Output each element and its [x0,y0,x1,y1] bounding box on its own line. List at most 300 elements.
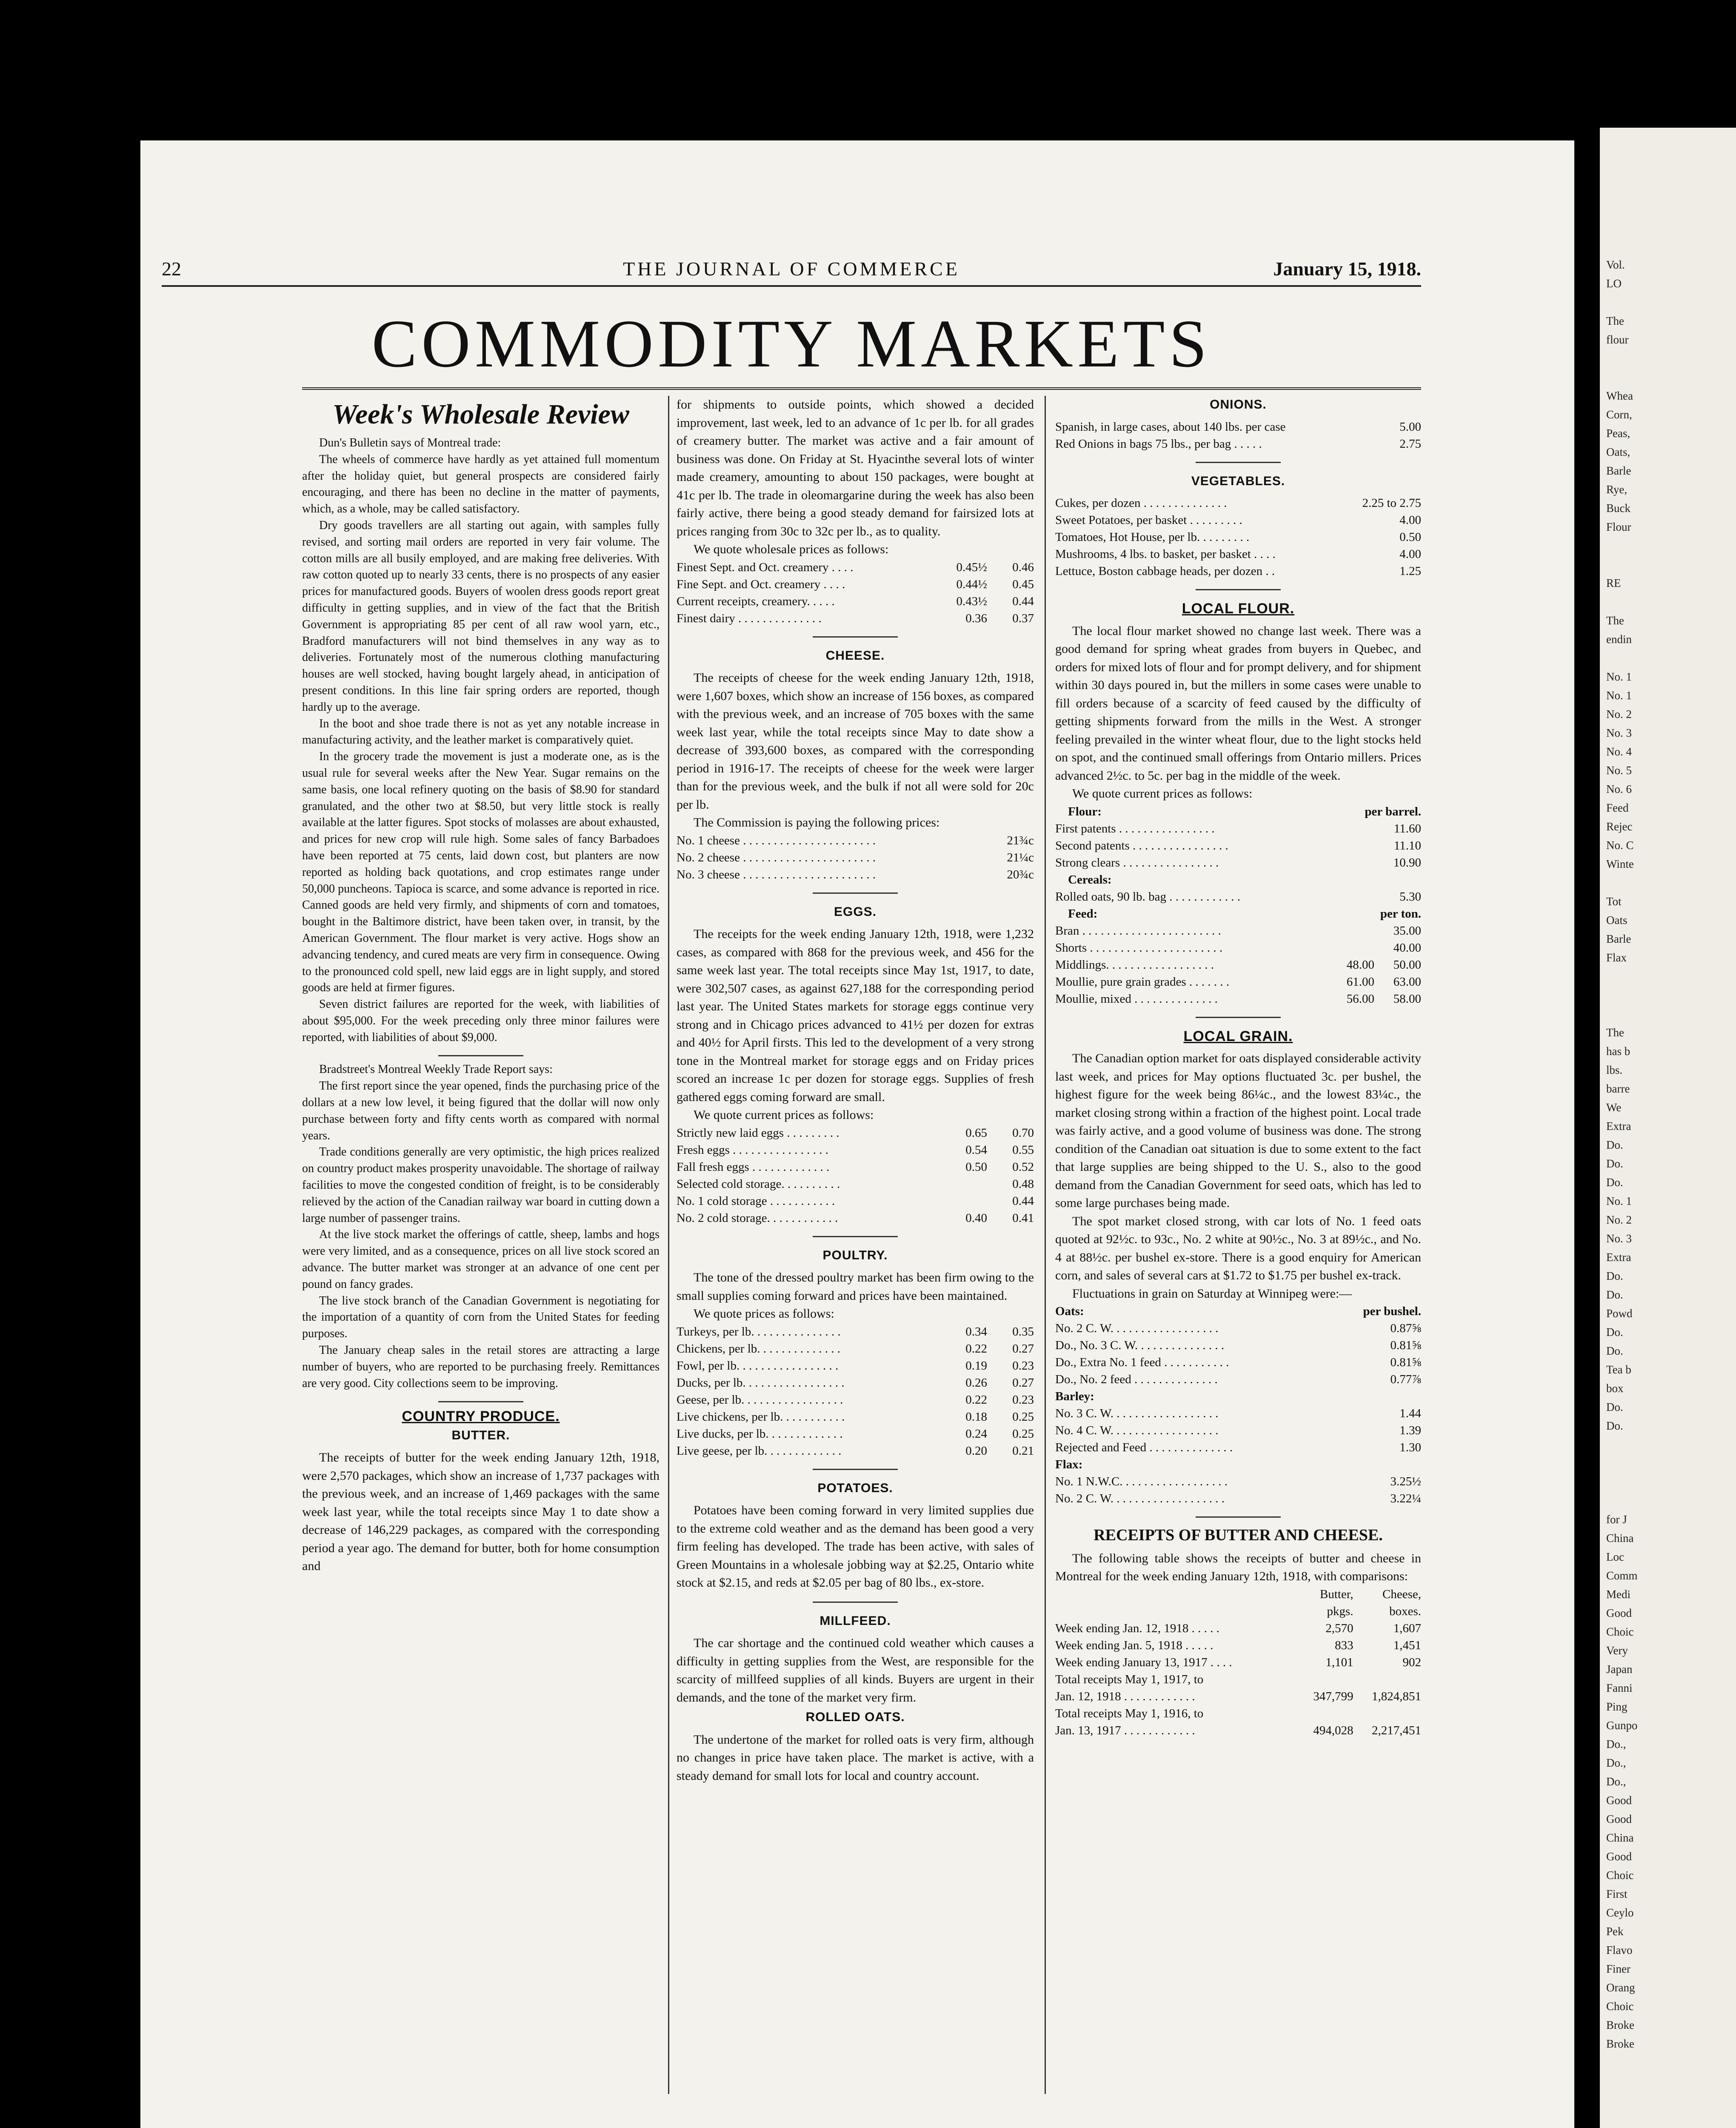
price-row [677,1357,1034,1374]
divider [813,892,898,894]
price-high: 0.23 [1012,1393,1034,1407]
dun-bulletin-text [302,435,660,1046]
item-label: First patents . . . . . . . . . . . . . . . . [1055,821,1215,835]
edge-line: Good [1606,1794,1632,1807]
divider [438,1055,523,1056]
price-low [1323,939,1374,956]
cheese-value: 1,824,851 [1372,1689,1421,1703]
price-row [1055,820,1421,837]
edge-line: Very [1606,1644,1628,1657]
eggs-heading: EGGS. [834,904,877,919]
edge-line: Do., [1606,1775,1626,1788]
item-label: No. 2 C. W. . . . . . . . . . . . . . . . . . . [1055,1492,1225,1505]
item-label: No. 1 N.W.C. . . . . . . . . . . . . . . . . . [1055,1475,1228,1488]
adjacent-page-text [1606,255,1734,2053]
divider [813,1236,898,1237]
divider [813,636,898,638]
cheese-heading: CHEESE. [825,648,885,663]
edge-line: Ping [1606,1700,1628,1713]
edge-line: Barle [1606,932,1631,945]
edge-line: Winte [1606,858,1634,870]
price-row [1055,1490,1421,1507]
butter-value: 347,799 [1313,1689,1353,1703]
price-low: 0.36 [965,611,987,625]
price-value: 21¾c [1007,833,1034,847]
edge-line: No. 1 [1606,670,1632,683]
edge-line: Do. [1606,1157,1623,1170]
edge-line: Buck [1606,502,1630,515]
butter-value: 494,028 [1313,1723,1353,1737]
paragraph: The January cheap sales in the retail stores are attracting a large number of buyers, who are reported to be purchasing freely. Remittances are very good. City collections seem to be improving. [302,1344,660,1390]
flour-subheading: Flour: per barrel. [1068,804,1421,818]
divider [813,1469,898,1470]
table-row [1055,1654,1421,1671]
table-header-row [1055,1586,1421,1603]
item-label: No. 3 C. W. . . . . . . . . . . . . . . . . . [1055,1407,1219,1420]
edge-line: No. 2 [1606,708,1632,721]
price-value: 11.60 [1393,821,1421,835]
grain-paragraph: The Canadian option market for oats displayed considerable activity last week, and prices for May options fluctuated 3c. per bushel, the highest figure for the week being 86¼c., and the lowest 83¼c., the market closing strong within a fraction of the highest point. Local trade was fairly active, and a good volume of business was done. The strong condition of the Canadian oat situation is due to some extent to the fact that large supplies are being shipped to the U. S., also to the good demand from the Canadian Government for seed oats, which has led to some large purchases being made. [1055,1051,1421,1210]
butter-price-list [677,559,1034,627]
paragraph: Seven district failures are reported for the week, with liabilities of about $95,000. For the week preceding only three minor failures were reported, with liabilities of about $9,000. [302,998,660,1044]
edge-line [1606,592,1734,611]
butter-quote-intro: We quote wholesale prices as follows: [694,542,889,556]
price-low: 56.00 [1346,992,1374,1006]
item-label: No. 4 C. W. . . . . . . . . . . . . . . . . . [1055,1424,1219,1437]
paragraph: At the live stock market the offerings of cattle, sheep, lambs and hogs were very limited, and as a consequence, prices on all live stock scored an advance. The butter market was stronger at an advance of one cent per pound on fancy grades. [302,1228,660,1291]
price-value: 0.81⅝ [1390,1339,1421,1352]
item-label: Geese, per lb. . . . . . . . . . . . . . . . . [677,1393,843,1407]
item-label: Do., Extra No. 1 feed . . . . . . . . . . . [1055,1356,1229,1369]
price-row [1055,1473,1421,1490]
price-row [677,1141,1034,1158]
local-grain-heading: LOCAL GRAIN. [1183,1028,1293,1044]
edge-line: Flax [1606,951,1627,964]
edge-line [1606,967,1734,986]
edge-line: The [1606,315,1624,327]
paragraph: Dun's Bulletin says of Montreal trade: [319,436,501,449]
edge-line: Oats [1606,914,1628,927]
price-row [677,1124,1034,1141]
cheese-value [1353,1705,1421,1722]
edge-line [1606,1473,1734,1491]
price-high: 63.00 [1393,975,1421,989]
barley-subheading: Barley: [1055,1390,1094,1403]
item-label: Finest dairy . . . . . . . . . . . . . . [677,611,822,625]
price-row [1055,939,1421,956]
price-row [677,559,1034,576]
edge-line: for J [1606,1513,1627,1526]
divider [1196,589,1281,590]
item-label: Rejected and Feed . . . . . . . . . . . . . . [1055,1441,1233,1454]
edge-line: box [1606,1382,1624,1395]
edge-line: Orang [1606,1981,1635,1994]
price-high: 0.44 [1012,594,1034,608]
edge-line: Medi [1606,1588,1630,1601]
edge-line [1606,986,1734,1004]
price-low: 0.40 [965,1211,987,1225]
price-row [1055,990,1421,1007]
butter-continued: for shipments to outside points, which showed a decided improvement, last week, led to an advance of 1c per lb. for all grades of creamery butter. The market was active and a fair amount of business was done. On Friday at St. Hyacinthe several lots of winter made creamery, amounting to about 150 packages, were bought at 41c per lb. The trade in oleomargarine during the week has also been fairly active, there being a good steady demand for fairsized lots at prices ranging from 30c to 32c per lb., as to quality. [677,398,1034,538]
rolled-oats-paragraph: The undertone of the market for rolled oats is very firm, although no changes in price have taken place. The market is active, with a steady demand for small lots for local and country account. [677,1732,1034,1783]
edge-line: Gunpo [1606,1719,1638,1732]
edge-line: Good [1606,1850,1632,1863]
item-label: Selected cold storage. . . . . . . . . . [677,1177,840,1191]
potatoes-paragraph: Potatoes have been coming forward in very limited supplies due to the extreme cold weather and as the demand has been good a very firm feeling has developed. The trade has been active, with sales of Green Mountains in a wholesale jobbing way at $2.25, Ontario white stock at $2.15, and reds at $2.05 per bag of 80 lbs., ex-store. [677,1503,1034,1590]
edge-line: Do. [1606,1344,1623,1357]
item-label: Turkeys, per lb. . . . . . . . . . . . . . . [677,1324,841,1339]
edge-line: Broke [1606,2019,1634,2031]
column-header: Butter, [1320,1587,1353,1601]
cheese-paragraph: The receipts of cheese for the week ending January 12th, 1918, were 1,607 boxes, which show an increase of 156 boxes, as compared with the previous week, and an increase of 705 boxes with the same week last year, while the total receipts since May to date show a decrease of 393,600 boxes, as compared with the corresponding period in 1916-17. The receipts of cheese for the week were larger than for the previous week, and the bulk if not all were sold for 20c per lb. [677,671,1034,812]
item-label: Finest Sept. and Oct. creamery . . . . [677,560,854,574]
oats-subheading: Oats: per bushel. [1055,1304,1421,1318]
edge-line: Corn, [1606,408,1632,421]
price-high: 58.00 [1393,992,1421,1006]
item-label: Strong clears . . . . . . . . . . . . . . . . [1055,855,1219,870]
divider [813,1602,898,1603]
price-row [1055,1320,1421,1337]
price-row [677,1176,1034,1193]
item-label: Middlings. . . . . . . . . . . . . . . . . . [1055,958,1214,972]
price-high: 0.44 [1012,1194,1034,1208]
price-value: 0.77⅞ [1390,1373,1421,1386]
item-label: Second patents . . . . . . . . . . . . . . . . [1055,838,1228,852]
item-label: Live geese, per lb. . . . . . . . . . . . . [677,1444,842,1458]
edge-line [1606,536,1734,555]
edge-line: Choic [1606,2000,1634,2013]
item-label: Live ducks, per lb. . . . . . . . . . . . . [677,1427,843,1441]
edge-line: Tea b [1606,1363,1631,1376]
column-unit: pkgs. [1327,1604,1353,1618]
butter-value [1298,1705,1353,1722]
price-value: 3.25½ [1390,1475,1421,1488]
item-label: Cukes, per dozen . . . . . . . . . . . . . . [1055,496,1227,510]
edge-line: The [1606,614,1624,627]
price-row [677,1374,1034,1391]
price-row [1055,854,1421,871]
price-low: 0.43½ [956,594,987,608]
price-row [677,1442,1034,1459]
cheese-commission: The Commission is paying the following prices: [694,815,940,829]
page-number: 22 [162,258,181,280]
vegetables-heading: VEGETABLES. [1191,474,1285,488]
edge-line: Powd [1606,1307,1633,1320]
edge-line: LO [1606,277,1622,290]
edge-line: No. 4 [1606,745,1632,758]
edge-line: First [1606,1888,1628,1900]
price-low: 0.22 [965,1393,987,1407]
price-high: 0.52 [1012,1160,1034,1174]
edge-line: No. 3 [1606,1232,1632,1245]
rolled-oats-heading: ROLLED OATS. [805,1710,905,1724]
item-label: Tomatoes, Hot House, per lb. . . . . . . . . [1055,530,1250,544]
price-low: 0.44½ [956,577,987,591]
price-row [677,1158,1034,1176]
price-high: 0.27 [1012,1341,1034,1356]
column-2 [677,396,1034,2128]
title-rule [302,387,1421,390]
paragraph: Bradstreet's Montreal Weekly Trade Report says: [319,1063,553,1076]
price-low: 0.24 [965,1427,987,1441]
price-row [1055,1422,1421,1439]
edge-line: barre [1606,1082,1630,1095]
onions-price-list [1055,418,1421,452]
edge-line: No. 1 [1606,689,1632,702]
poultry-price-list [677,1323,1034,1459]
edge-line: China [1606,1831,1634,1844]
edge-line: Flavo [1606,1944,1633,1956]
table-row [1055,1705,1421,1722]
price-value: 1.30 [1399,1441,1421,1454]
price-high: 0.70 [1012,1126,1034,1140]
edge-line: Choic [1606,1869,1634,1882]
price-high: 0.55 [1012,1143,1034,1157]
price-low: 0.45½ [956,560,987,574]
divider [1196,1516,1281,1518]
edge-line: Feed [1606,801,1629,814]
edge-line [1606,1435,1734,1454]
edge-line [1606,349,1734,368]
divider [1196,1017,1281,1018]
column-unit: boxes. [1389,1604,1421,1618]
price-low: 0.34 [965,1324,987,1339]
edge-line: Oats, [1606,446,1630,458]
price-row [677,1323,1034,1340]
price-row [1055,529,1421,546]
flour-paragraph: The local flour market showed no change last week. There was a good demand for spring wheat grades from buyers in Quebec, and orders for mixed lots of flour and for prompt delivery, and for shipment within 30 days poured in, but the millers in some cases were unable to fill orders because of a scarcity of feed caused by the difficulty of getting shipments forward from the mills in the West. A stronger feeling prevailed in the winter wheat flour, due to the light stocks held on spot, and the continued small offerings from Ontario millers. Prices advanced 2½c. to 5c. per bag in the middle of the week. [1055,624,1421,783]
edge-line: Do. [1606,1419,1623,1432]
edge-line: flour [1606,333,1629,346]
price-low: 0.50 [965,1160,987,1174]
price-high: 0.45 [1012,577,1034,591]
country-produce-heading: COUNTRY PRODUCE. [402,1408,560,1425]
column-1 [302,396,660,2128]
price-row [677,1193,1034,1210]
price-value: 0.81⅝ [1390,1356,1421,1369]
edge-line: Do. [1606,1138,1623,1151]
price-row [1055,435,1421,452]
edge-line: No. 2 [1606,1213,1632,1226]
price-value: 10.90 [1393,855,1421,870]
price-row [677,610,1034,627]
item-label: Fresh eggs . . . . . . . . . . . . . . . . [677,1143,828,1157]
price-low: 0.20 [965,1444,987,1458]
paragraph: The live stock branch of the Canadian Government is negotiating for the importation of a quantity of corn from the United States for feeding purposes. [302,1294,660,1341]
item-label: Do., No. 2 feed . . . . . . . . . . . . . . [1055,1373,1218,1386]
price-high: 0.25 [1012,1427,1034,1441]
millfeed-heading: MILLFEED. [819,1613,891,1628]
price-high: 0.46 [1012,560,1034,574]
table-header-row [1055,1603,1421,1620]
item-label: Red Onions in bags 75 lbs., per bag . . . . . [1055,437,1262,451]
grain-paragraph-2: The spot market closed strong, with car lots of No. 1 feed oats quoted at 92½c. to 93c., No. 2 white at 90½c., No. 3 at 89½c., and No. 4 at 88½c. per bushel ex-store. There is a good enquiry for American corn, and sales of several cars at $1.72 to $1.75 per bushel ex-track. [1055,1214,1421,1282]
price-high: 40.00 [1393,941,1421,955]
item-label: No. 2 C. W. . . . . . . . . . . . . . . . . . [1055,1321,1219,1335]
price-row [677,576,1034,593]
price-low: 0.18 [965,1410,987,1424]
price-row [677,832,1034,849]
item-label: No. 1 cheese . . . . . . . . . . . . . . . . . . . . . . [677,833,876,847]
cheese-value [1353,1671,1421,1688]
price-row [1055,1405,1421,1422]
edge-line: Rejec [1606,820,1633,833]
edge-line: Do. [1606,1326,1623,1339]
edge-line: No. 5 [1606,764,1632,777]
edge-line [1606,555,1734,574]
cereals-subheading: Cereals: [1068,872,1112,887]
price-row [1055,837,1421,854]
butter-paragraph: The receipts of butter for the week ending January 12th, 1918, were 2,570 packages, which show an increase of 1,737 packages with the previous week, and an increase of 1,469 packages with the same week last year, while the total receipts since May 1 to date show a decrease of 146,229 packages, as compared with the corresponding period a year ago. The demand for butter, both for home consumption and [302,1450,660,1573]
edge-line: Finer [1606,1962,1630,1975]
price-row [1055,1439,1421,1456]
price-value: 11.10 [1393,838,1421,852]
column-divider [1045,396,1046,2094]
item-label: Fall fresh eggs . . . . . . . . . . . . . [677,1160,830,1174]
edge-line: Comm [1606,1569,1638,1582]
price-value: 1.25 [1399,564,1421,578]
paragraph: The wheels of commerce have hardly as yet attained full momentum after the holiday quiet, but general prospects are considered fairly encouraging, and there has been no decline in the matter of payments, which, as a whole, may be called satisfactory. [302,452,660,516]
item-label: Fine Sept. and Oct. creamery . . . . [677,577,845,591]
edge-line: Flour [1606,521,1631,533]
edge-line: Rye, [1606,483,1628,496]
edge-line: Whea [1606,389,1633,402]
edge-line: Japan [1606,1663,1633,1676]
cheese-value: 902 [1402,1655,1421,1669]
potatoes-heading: POTATOES. [817,1481,893,1495]
item-label: No. 1 cold storage . . . . . . . . . . . [677,1194,835,1208]
price-high: 0.41 [1012,1211,1034,1225]
price-high: 0.21 [1012,1444,1034,1458]
price-low [936,1176,987,1193]
price-row [1055,495,1421,512]
edge-line [1606,649,1734,667]
item-label: Do., No. 3 C. W. . . . . . . . . . . . . . . [1055,1339,1225,1352]
cheese-value: 1,451 [1393,1638,1421,1652]
edge-line: Barle [1606,464,1631,477]
edge-line: China [1606,1532,1634,1545]
price-high: 0.35 [1012,1324,1034,1339]
price-high: 0.27 [1012,1376,1034,1390]
item-label: Current receipts, creamery. . . . . [677,594,835,608]
price-value: 4.00 [1399,547,1421,561]
table-row [1055,1671,1421,1688]
edge-line: Do. [1606,1176,1623,1189]
price-high: 35.00 [1393,924,1421,938]
item-label: Chickens, per lb. . . . . . . . . . . . . . [677,1341,841,1356]
price-low: 0.19 [965,1359,987,1373]
row-label: Total receipts May 1, 1917, to [1055,1672,1204,1686]
row-label: Week ending Jan. 12, 1918 . . . . . [1055,1621,1219,1635]
price-low [1323,922,1374,939]
price-value: 4.00 [1399,513,1421,527]
price-row [677,866,1034,883]
price-high: 0.25 [1012,1410,1034,1424]
item-label: No. 3 cheese . . . . . . . . . . . . . . . . . . . . . . [677,867,876,881]
price-low: 0.54 [965,1143,987,1157]
edge-line: Do., [1606,1738,1626,1750]
table-row [1055,1620,1421,1637]
receipts-heading: RECEIPTS OF BUTTER AND CHEESE. [1094,1526,1383,1544]
weekly-review-heading: Week's Wholesale Review [332,399,629,430]
edge-line: Extra [1606,1251,1631,1264]
price-value: 5.00 [1399,420,1421,434]
poultry-quote-intro: We quote prices as follows: [694,1307,834,1321]
eggs-paragraph: The receipts for the week ending January 12th, 1918, were 1,232 cases, as compared with 868 for the previous week, and 456 for the same week last year. The total receipts since May 1st, 1917, to date, were 302,507 cases, as against 627,188 for the corresponding period last year. The United States markets for storage eggs continue very strong and in Chicago prices advanced to 41½ per dozen for extras and 40½ for April firsts. This led to the development of a very strong tone in the Montreal market for storage eggs and on Friday prices scored an increase 1c per dozen for storage eggs. Supplies of fresh gathered eggs coming forward are small. [677,927,1034,1104]
item-label: Sweet Potatoes, per basket . . . . . . . . . [1055,513,1242,527]
price-row [1055,512,1421,529]
issue-date: January 15, 1918. [1273,258,1421,280]
edge-line [1606,1004,1734,1023]
edge-line: Do. [1606,1288,1623,1301]
publication-name: THE JOURNAL OF COMMERCE [623,258,960,280]
item-label: No. 2 cold storage. . . . . . . . . . . . [677,1211,838,1225]
edge-line [1606,368,1734,386]
paragraph: In the grocery trade the movement is just a moderate one, as is the usual rule for several weeks after the New Year. Sugar remains on the same basis, one local refinery quoting on the basis of $8.90 for standard granulated, and the other two at $8.50, but very little stock is really available at the latter figures. Spot stocks of molasses are about exhausted, and prices for new crop will rule high. Some sales of fancy Barbadoes have been reported at 75 cents, laid down cost, but planters are now reported as holding back quotations, and crop estimates range under 50,000 puncheons. Tapioca is scarce, and some advance is reported in rice. Canned goods are held very firmly, and shipments of corn and tomatoes, bought in the Baltimore district, have been taken over, in transit, by the American Government. The flour market is very active. Hogs show an advancing tendency, and cured meats are very firm in consequence. Owing to the pronounced cold spell, new laid eggs are in light supply, and stored goods are held at firmer figures. [302,750,660,995]
price-value: 1.44 [1399,1407,1421,1420]
receipts-table [1055,1586,1421,1739]
edge-line: endin [1606,633,1632,646]
price-row [677,593,1034,610]
price-row [1055,1337,1421,1354]
eggs-price-list [677,1124,1034,1227]
table-row [1055,1637,1421,1654]
row-label: Week ending Jan. 5, 1918 . . . . . [1055,1638,1213,1652]
item-label: Mushrooms, 4 lbs. to basket, per basket . . . . [1055,547,1276,561]
column-header: Cheese, [1382,1587,1421,1601]
price-low: 0.22 [965,1341,987,1356]
edge-line: Peas, [1606,427,1630,440]
edge-line [1606,293,1734,312]
edge-line: RE [1606,577,1621,589]
barley-price-list [1055,1405,1421,1456]
edge-line: Pek [1606,1925,1624,1938]
price-row [677,1340,1034,1357]
edge-line [1606,1491,1734,1510]
price-value: 2.75 [1399,437,1421,451]
price-high: 0.23 [1012,1359,1034,1373]
onions-heading: ONIONS. [1210,398,1267,412]
price-row [677,849,1034,866]
price-low: 0.65 [965,1126,987,1140]
edge-line: Do. [1606,1270,1623,1282]
price-row [1055,922,1421,939]
edge-line: Good [1606,1607,1632,1619]
edge-line: Good [1606,1813,1632,1825]
cheese-value: 2,217,451 [1372,1723,1421,1737]
edge-line: Do. [1606,1401,1623,1413]
paragraph: The first report since the year opened, finds the purchasing price of the dollars at a new low level, it being figured that the dollar will now only purchase between forty and fifty cents worth as compared with normal years. [302,1079,660,1142]
price-row [677,1408,1034,1425]
price-row [1055,888,1421,905]
feed-subheading: Feed: per ton. [1068,907,1421,921]
price-value: 3.22¼ [1390,1492,1421,1505]
item-label: Rolled oats, 90 lb. bag . . . . . . . . . . . . [1055,890,1240,904]
price-row [677,1391,1034,1408]
price-row [1055,418,1421,435]
edge-line: Choic [1606,1625,1634,1638]
butter-value: 2,570 [1325,1621,1353,1635]
eggs-quote-intro: We quote current prices as follows: [694,1108,874,1122]
item-label: Moullie, pure grain grades . . . . . . . [1055,975,1230,989]
paragraph: Dry goods travellers are all starting out again, with samples fully revised, and sorting mail orders are reported in very fair volume. The cotton mills are all busily employed, and are making free deliveries. With raw cotton quoted up to nearly 33 cents, there is no prospects of any easier prices for manufactured goods. Buyers of woolen dress goods report great difficulty in getting supplies, and in view of the fact that the British Government is appropriating 85 per cent of all raw wool yarn, etc., Bradford manufacturers will not bind themselves in any way as to deliveries. Fortunately most of the numerous clothing manufacturing houses are well stocked, having bought largely ahead, in anticipation of present conditions. In this line fair spring orders are reported, though hardly up to the average. [302,518,660,714]
cheese-price-list [677,832,1034,883]
edge-line: No. 6 [1606,783,1632,795]
millfeed-paragraph: The car shortage and the continued cold weather which causes a difficulty in getting supplies from the West, are responsible for the scarcity of millfeed supplies of all kinds. Buyers are urgent in their demands, and the tone of the market very firm. [677,1636,1034,1705]
edge-line [1606,873,1734,892]
edge-line: Extra [1606,1120,1631,1133]
item-label: Strictly new laid eggs . . . . . . . . . [677,1126,839,1140]
